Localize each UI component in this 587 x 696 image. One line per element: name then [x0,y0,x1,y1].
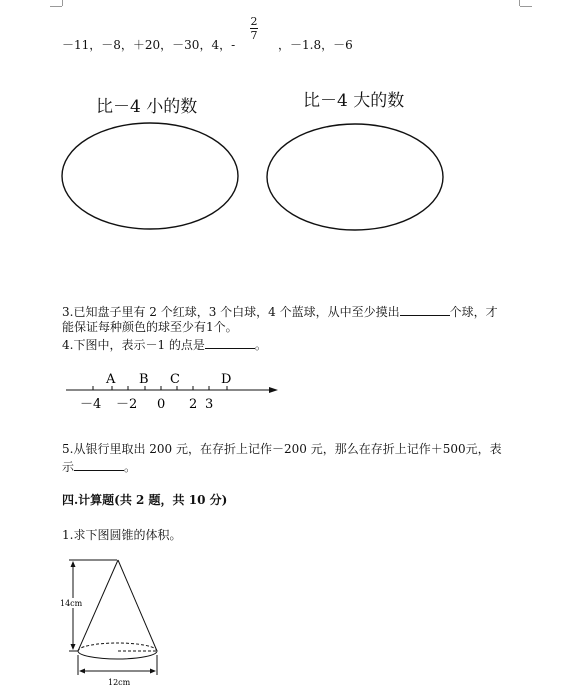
number-label-neg2: －2 [116,397,138,412]
question-3-line1 [62,303,498,320]
number-label-0: 0 [157,397,166,412]
fraction-denominator: 7 [250,29,258,42]
calc-question-1: 1.求下图圆锥的体积。 [62,528,182,542]
left-oval [62,123,238,229]
diameter-label: 12cm [108,678,131,687]
question-4 [62,336,267,353]
height-arrow-top [71,561,76,567]
question-3-line2: 能保证每种颜色的球至少有1个。 [62,320,238,334]
number-list-prefix: －11，－8，＋20，－30，4，- [62,38,236,52]
point-label-c: C [170,372,180,387]
height-arrow-bottom [71,644,76,650]
question-5-line2 [62,458,136,475]
height-label: 14cm [60,599,83,608]
number-line-figure [0,360,587,420]
number-line-arrow [269,387,278,393]
ovals-figure [0,0,587,260]
number-label-neg4: －4 [80,397,102,412]
number-list-suffix: ，－1.8，－6 [278,38,353,52]
cone-base-front [78,651,157,659]
fraction-numerator: 2 [250,15,258,28]
question-4-text-b: 。 [254,338,267,352]
answer-blank-q5[interactable] [74,458,124,471]
question-5-text-a: 示 [62,460,75,474]
number-label-3: 3 [205,397,214,412]
number-label-2: 2 [189,397,198,412]
answer-blank-q3[interactable] [400,303,450,316]
right-oval-label: 比－4 大的数 [303,91,405,111]
cone-base-back [78,643,157,651]
diameter-arrow-right [150,669,156,674]
question-5-text-b: 。 [124,460,137,474]
question-5-line1: 5.从银行里取出 200 元，在存折上记作－200 元，那么在存折上记作＋500元，表 [62,442,502,456]
cone-right-slant [118,560,157,651]
point-label-a: A [106,372,116,387]
answer-blank-q4[interactable] [205,336,255,349]
cone-left-slant [78,560,118,651]
diameter-arrow-left [79,669,85,674]
section-4-title: 四.计算题(共 2 题，共 10 分) [62,493,228,507]
question-4-text-a: 4.下图中，表示－1 的点是 [62,338,205,352]
point-label-d: D [221,372,232,387]
left-oval-label: 比－4 小的数 [96,97,198,117]
question-3-text-b: 个球，才 [449,305,498,319]
question-3-text-a: 3.已知盘子里有 2 个红球，3 个白球，4 个蓝球，从中至少摸出 [62,305,400,319]
right-oval [267,124,443,230]
point-label-b: B [139,372,149,387]
cone-figure [0,550,587,696]
